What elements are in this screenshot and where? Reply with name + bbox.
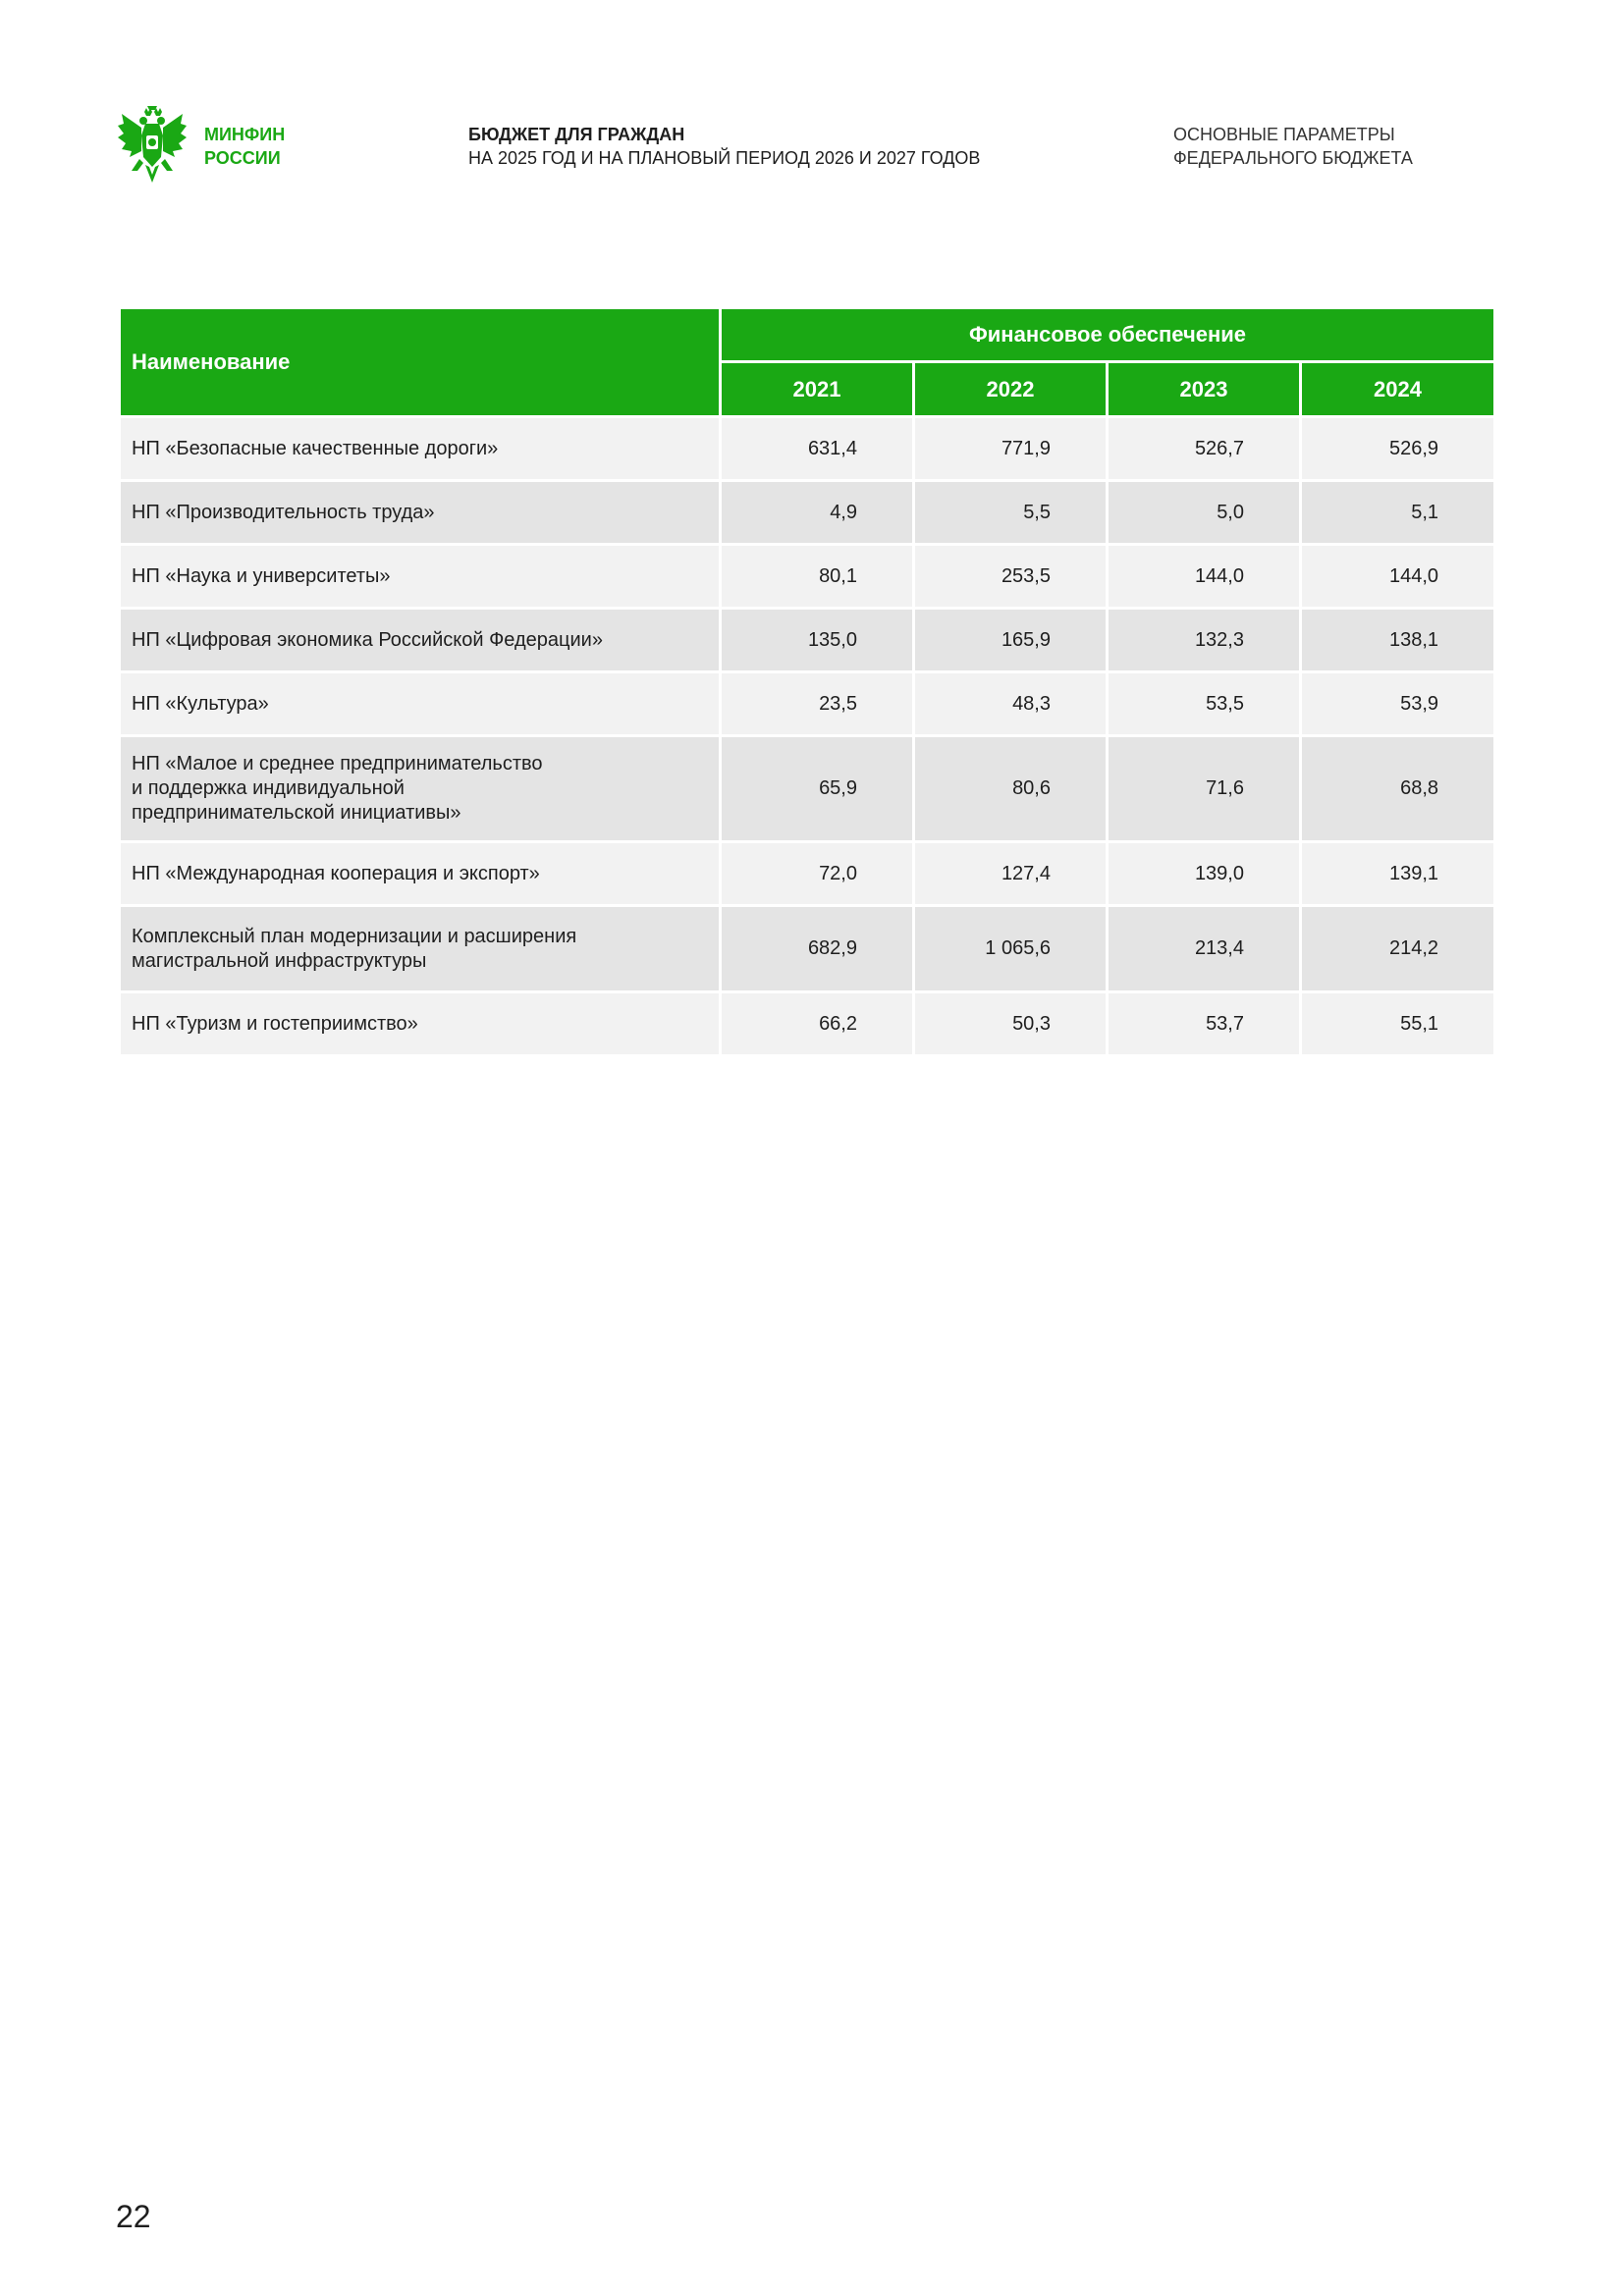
page-number: 22 [116, 2199, 151, 2234]
row-name: НП «Цифровая экономика Российской Федерации» [120, 609, 721, 672]
value-cell: 253,5 [914, 545, 1108, 609]
row-name: НП «Международная кооперация и экспорт» [120, 842, 721, 906]
value-cell: 5,0 [1108, 481, 1301, 545]
table-row [120, 842, 1495, 906]
column-group-header: Финансовое обеспечение [721, 308, 1495, 362]
table-row [120, 736, 1495, 842]
value-cell: 526,7 [1108, 417, 1301, 481]
value-cell: 135,0 [721, 609, 914, 672]
column-header-year: 2021 [721, 362, 914, 417]
value-cell: 144,0 [1301, 545, 1495, 609]
value-cell: 214,2 [1301, 906, 1495, 992]
value-cell: 526,9 [1301, 417, 1495, 481]
value-cell: 138,1 [1301, 609, 1495, 672]
row-name: НП «Наука и университеты» [120, 545, 721, 609]
table-row [120, 672, 1495, 736]
value-cell: 5,1 [1301, 481, 1495, 545]
value-cell: 48,3 [914, 672, 1108, 736]
emblem-icon [116, 106, 189, 185]
value-cell: 1 065,6 [914, 906, 1108, 992]
value-cell: 72,0 [721, 842, 914, 906]
value-cell: 71,6 [1108, 736, 1301, 842]
column-header-year: 2022 [914, 362, 1108, 417]
value-cell: 53,7 [1108, 992, 1301, 1056]
table-row [120, 992, 1495, 1056]
column-header-year: 2023 [1108, 362, 1301, 417]
value-cell: 50,3 [914, 992, 1108, 1056]
value-cell: 144,0 [1108, 545, 1301, 609]
value-cell: 80,1 [721, 545, 914, 609]
value-cell: 65,9 [721, 736, 914, 842]
table-row [120, 481, 1495, 545]
table-row [120, 609, 1495, 672]
value-cell: 80,6 [914, 736, 1108, 842]
value-cell: 68,8 [1301, 736, 1495, 842]
table-row [120, 417, 1495, 481]
section-title: ОСНОВНЫЕ ПАРАМЕТРЫ ФЕДЕРАЛЬНОГО БЮДЖЕТА [1173, 125, 1413, 168]
value-cell: 771,9 [914, 417, 1108, 481]
value-cell: 631,4 [721, 417, 914, 481]
value-cell: 139,0 [1108, 842, 1301, 906]
value-cell: 23,5 [721, 672, 914, 736]
row-name: НП «Производительность труда» [120, 481, 721, 545]
row-name: НП «Малое и среднее предпринимательство и поддержка индивидуальной предпринимательской инициативы» [120, 736, 721, 842]
value-cell: 682,9 [721, 906, 914, 992]
column-header-name: Наименование [120, 308, 721, 417]
value-cell: 4,9 [721, 481, 914, 545]
table-row [120, 545, 1495, 609]
table-row [120, 906, 1495, 992]
value-cell: 132,3 [1108, 609, 1301, 672]
value-cell: 165,9 [914, 609, 1108, 672]
page-header [116, 106, 1508, 185]
value-cell: 139,1 [1301, 842, 1495, 906]
row-name: Комплексный план модернизации и расширения магистральной инфраструктуры [120, 906, 721, 992]
row-name: НП «Туризм и гостеприимство» [120, 992, 721, 1056]
value-cell: 5,5 [914, 481, 1108, 545]
value-cell: 127,4 [914, 842, 1108, 906]
value-cell: 66,2 [721, 992, 914, 1056]
value-cell: 55,1 [1301, 992, 1495, 1056]
row-name: НП «Культура» [120, 672, 721, 736]
brand-name: МИНФИН РОССИИ [204, 125, 286, 168]
document-title: БЮДЖЕТ ДЛЯ ГРАЖДАН НА 2025 ГОД И НА ПЛАНОВЫЙ ПЕРИОД 2026 И 2027 ГОДОВ [468, 125, 981, 168]
row-name: НП «Безопасные качественные дороги» [120, 417, 721, 481]
column-header-year: 2024 [1301, 362, 1495, 417]
value-cell: 213,4 [1108, 906, 1301, 992]
value-cell: 53,9 [1301, 672, 1495, 736]
value-cell: 53,5 [1108, 672, 1301, 736]
budget-table [118, 306, 1496, 1057]
